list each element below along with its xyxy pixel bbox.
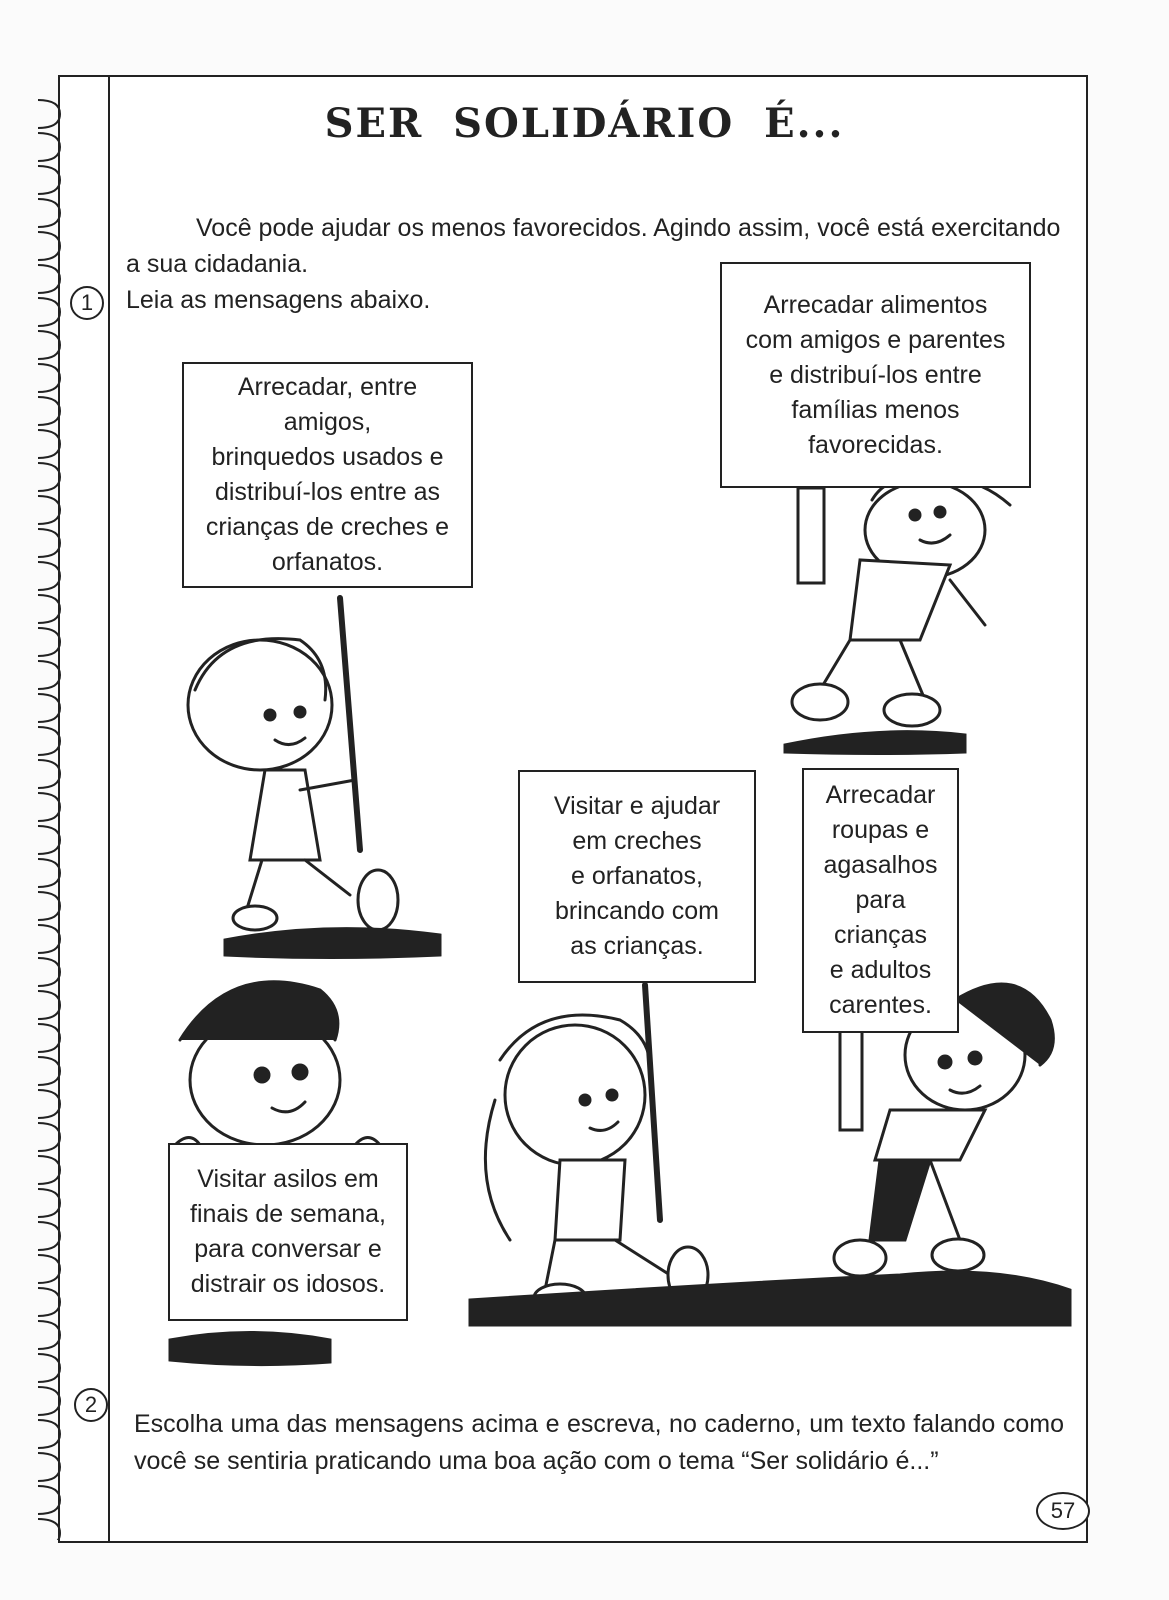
intro-instruction: Leia as mensagens abaixo. xyxy=(126,286,431,314)
sign-toys-text: Arrecadar, entre amigos, brinquedos usados e distribuí-los entre as crianças de creches e orfanatos. xyxy=(205,373,450,576)
page-title: SER SOLIDÁRIO É... xyxy=(324,100,845,147)
sign-clothes-text: Arrecadar roupas e agasalhos para crianças e adultos carentes. xyxy=(823,781,938,1019)
sign-food xyxy=(720,262,1031,488)
question-2-text: Escolha uma das mensagens acima e escreva, no caderno, um texto falando como você se sentiria praticando uma boa ação com o tema “Ser solidário é...” xyxy=(134,1410,1064,1475)
girl-walking-illustration xyxy=(485,985,708,1312)
boy-with-sign-illustration xyxy=(792,480,1010,726)
sign-clothes xyxy=(802,768,959,1033)
sign-toys xyxy=(182,362,473,588)
sign-elderly-text: Visitar asilos em finais de semana, para conversar e distrair os idosos. xyxy=(190,1165,386,1298)
page-number: 57 xyxy=(1036,1492,1090,1530)
boy-behind-sign-illustration xyxy=(175,982,380,1145)
girl-with-sign-illustration xyxy=(188,598,398,930)
sign-visit-daycare-text: Visitar e ajudar em creches e orfanatos, brincando com as crianças. xyxy=(553,792,721,960)
sign-food-text: Arrecadar alimentos com amigos e parentes e distribuí-los entre famílias menos favorecidas. xyxy=(745,290,1006,459)
intro-paragraph: Você pode ajudar os menos favorecidos. Agindo assim, você está exercitando a sua cidadania. xyxy=(126,214,1061,278)
sign-visit-daycare xyxy=(518,770,756,983)
question-2-number: 2 xyxy=(74,1388,108,1422)
question-1-number: 1 xyxy=(70,286,104,320)
sign-elderly xyxy=(168,1143,408,1321)
